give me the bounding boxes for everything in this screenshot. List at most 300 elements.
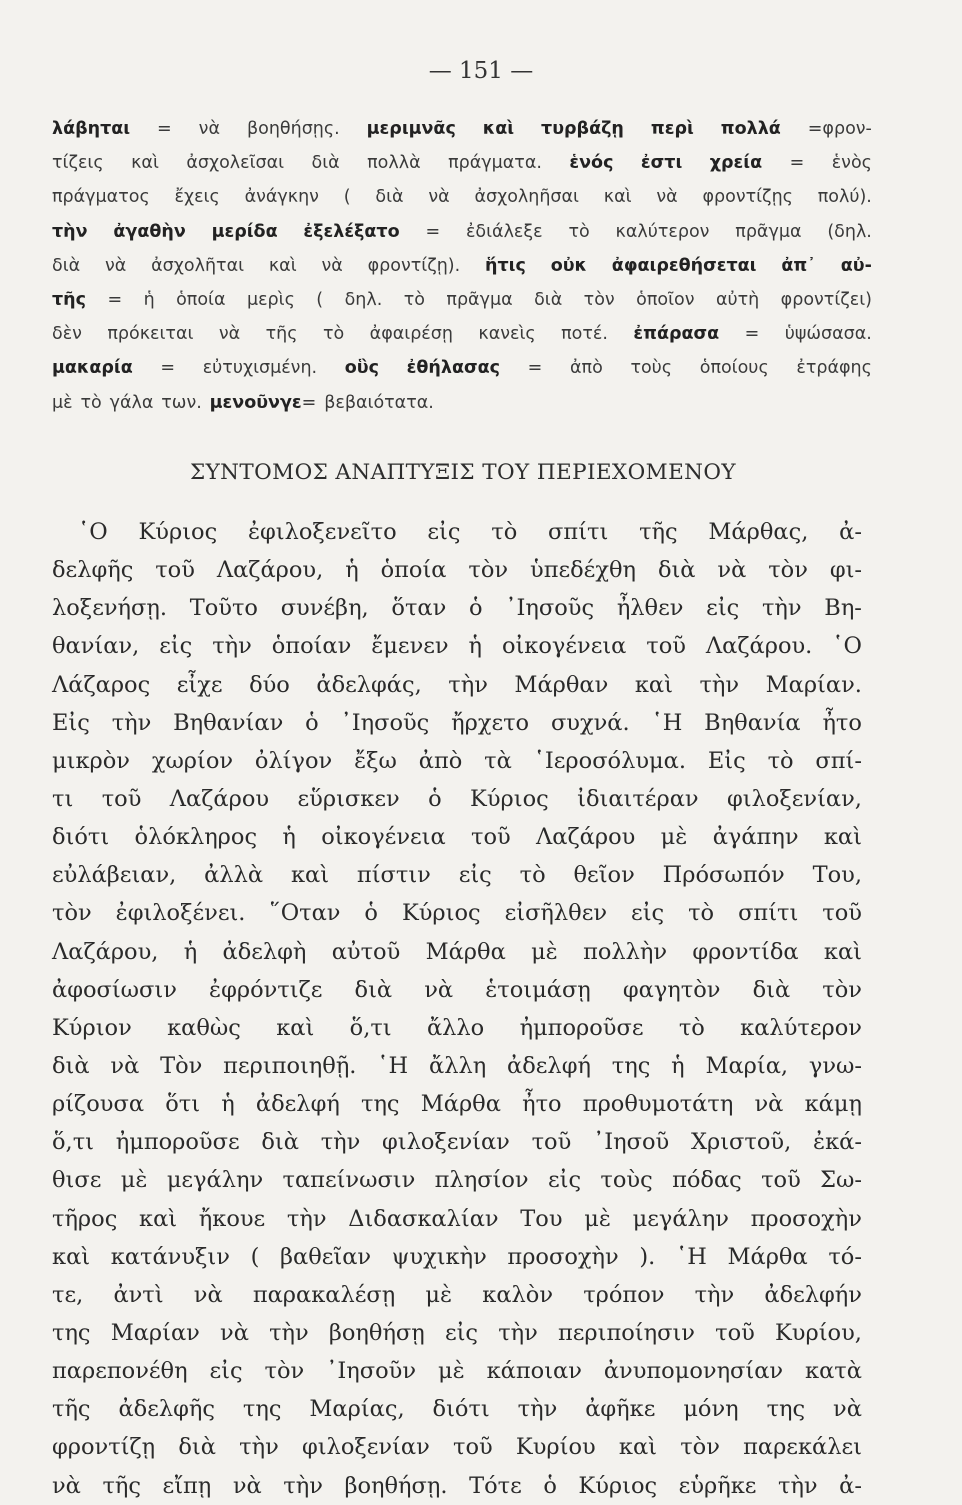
summary-word: τοῦ (101, 785, 142, 812)
summary-word: ἦτο (822, 709, 862, 736)
glossary-word: φροντίζῃς (702, 187, 793, 208)
glossary-word: γάλα (109, 392, 154, 413)
summary-word: ἦτο (522, 1091, 562, 1118)
glossary-word: =φρον- (807, 119, 872, 139)
summary-word: Λαζάρου (536, 824, 636, 851)
summary-word: της (361, 1091, 400, 1118)
summary-word: εἰς (631, 900, 665, 927)
glossary-word: ἀφαιρέσῃ (369, 324, 453, 345)
glossary-word: ἑνὸς (831, 153, 872, 174)
glossary-term: λάβηται (52, 119, 131, 139)
glossary-word: ( (316, 289, 324, 310)
summary-word: ὅ,τι (349, 1014, 392, 1041)
summary-word: τῆρος (52, 1205, 118, 1232)
summary-word: ὅταν (391, 595, 447, 622)
summary-word: ὀλίγον (254, 747, 333, 774)
glossary-line (52, 215, 872, 249)
summary-word: προσοχὴν (750, 1205, 862, 1232)
summary-word: παρεκάλει (743, 1434, 862, 1461)
summary-word: φιλοξενίαν, (727, 785, 862, 812)
summary-word: πλησίον (434, 1167, 529, 1194)
glossary-line (52, 249, 872, 283)
glossary-word: ἀσχολεῖσαι (186, 153, 285, 174)
glossary-term: οὓς (344, 358, 379, 379)
summary-line (52, 704, 862, 742)
summary-word: Κυρίου, (775, 1319, 862, 1346)
summary-word: Εἰς (52, 709, 90, 736)
summary-word: Πρόσωπόν (662, 862, 785, 889)
summary-word: ἀδελφή (255, 1091, 340, 1118)
glossary-word: πρόκειται (107, 324, 194, 345)
summary-word: τῆς (52, 1396, 91, 1423)
summary-line (52, 780, 862, 818)
summary-word: εἰς (444, 1319, 479, 1346)
summary-word: νὰ (110, 1052, 140, 1079)
summary-word: μικρὸν (52, 747, 130, 774)
glossary-word: = (527, 358, 543, 379)
summary-line (52, 1352, 862, 1390)
summary-word: εἰς (427, 519, 461, 545)
summary-word: ἐφιλοξενεῖτο (247, 519, 397, 545)
summary-word: μὲ (425, 1281, 453, 1308)
glossary-line (52, 180, 872, 214)
glossary-word: = (425, 221, 441, 242)
summary-word: ῾Η (675, 1243, 707, 1270)
summary-word: τοῦ (646, 633, 686, 660)
glossary-term: ἐθήλασας (406, 358, 501, 379)
summary-word: τὴν (320, 1129, 361, 1156)
summary-word: τὴν (286, 1205, 327, 1232)
summary-word: ἑτοιμάσῃ (485, 976, 591, 1003)
summary-word: τὴν (761, 595, 802, 622)
summary-word: τὴν (699, 671, 740, 698)
summary-word: νὰ (754, 1091, 784, 1118)
summary-word: ἦλθεν (616, 595, 684, 622)
summary-word: νὰ (424, 976, 454, 1003)
summary-word: προσοχὴν (507, 1243, 619, 1270)
summary-word: οἰκογένεια (321, 824, 446, 851)
glossary-term: ἐπάρασα (633, 324, 720, 345)
summary-word: τοῦ (715, 1319, 755, 1346)
glossary-word: τὸ (403, 289, 425, 310)
summary-word: Χριστοῦ, (690, 1129, 792, 1156)
glossary-word: μὲ (52, 392, 73, 413)
summary-word: Διδασκαλίαν (348, 1205, 499, 1232)
summary-word: ἡ (671, 1052, 685, 1079)
summary-word: τὴν (283, 1472, 323, 1499)
summary-word: Βηθανίαν (173, 709, 284, 736)
glossary-word: καλύτερον (615, 221, 710, 242)
summary-word: ὁποίαν (271, 633, 352, 660)
summary-word: της (766, 1396, 806, 1423)
summary-word: κατάνυξιν (110, 1243, 230, 1270)
summary-word: ρίζουσα (52, 1091, 145, 1118)
glossary-word: τὸ (80, 392, 102, 413)
summary-word: διὰ (354, 976, 393, 1003)
summary-word: ἠμποροῦσε (519, 1014, 644, 1041)
summary-word: τὸ (688, 900, 715, 927)
summary-word: πολλὴν (583, 938, 668, 965)
summary-word: τι (52, 785, 74, 812)
glossary-word: αὐτὴ (715, 289, 760, 310)
glossary-term: πολλά (720, 119, 781, 139)
summary-word: ὁ (543, 1472, 557, 1499)
glossary-term: τὴν (52, 221, 88, 242)
summary-word: εἶχε (176, 671, 223, 698)
summary-word: ἀφοσίωσιν (52, 976, 177, 1003)
glossary-term: ἀφαιρεθήσεται (611, 255, 757, 276)
glossary-word: φροντίζῃ). (367, 255, 461, 276)
summary-word: αὐτοῦ (331, 938, 401, 965)
glossary-word: καὶ (268, 255, 297, 276)
summary-word: εἰς (209, 1358, 243, 1385)
summary-word: ἐφρόντιζε (209, 976, 323, 1003)
glossary-term: ἀπ᾽ (781, 255, 816, 276)
glossary-word: διὰ (52, 255, 81, 276)
glossary-word: μερὶς (246, 289, 295, 310)
summary-word: καθὼς (167, 1014, 241, 1041)
summary-word: φι- (829, 557, 862, 584)
summary-word: Κύριον (52, 1014, 132, 1041)
summary-line (52, 933, 862, 971)
summary-line (52, 894, 862, 932)
summary-word: της (242, 1396, 282, 1423)
summary-word: μὲ (437, 1358, 465, 1385)
summary-word: διὰ (178, 1434, 216, 1461)
glossary-word: βεβαιότατα. (324, 392, 434, 413)
summary-word: θανίαν, (52, 633, 140, 660)
summary-word: ὁ (364, 900, 378, 927)
glossary-word: νὰ (428, 187, 450, 208)
summary-word: τοῦ (453, 1434, 493, 1461)
summary-word: ὁλόκληρος (134, 824, 258, 851)
summary-word: χωρίον (151, 747, 234, 774)
summary-word: ( (250, 1243, 260, 1270)
summary-word: φιλοξενίαν (382, 1129, 510, 1156)
glossary-word: πρᾶγμα (735, 221, 802, 242)
summary-word: Λαζάρου. (705, 633, 813, 660)
glossary-word: πολύ). (817, 187, 872, 208)
summary-word: ἡ (282, 824, 296, 851)
summary-word: ἀδελφῆς (118, 1396, 215, 1423)
summary-word: ἐφιλοξένει. (115, 900, 246, 927)
summary-word: Μάρθαν (514, 671, 609, 698)
glossary-word: ἐτράφης (796, 358, 872, 379)
glossary-word: = (157, 119, 172, 139)
summary-word: ᾿Ιησοῦς (505, 595, 595, 622)
summary-line (52, 971, 862, 1009)
glossary-term: καὶ (482, 119, 515, 139)
summary-line (52, 1276, 862, 1314)
summary-word: διὰ (261, 1129, 299, 1156)
summary-line (52, 1047, 862, 1085)
summary-text (52, 513, 862, 1505)
summary-word: κάμῃ (804, 1091, 862, 1118)
glossary-line (52, 317, 872, 351)
glossary-term: περὶ (650, 119, 694, 139)
glossary-word: κανεὶς (478, 324, 536, 345)
summary-line (52, 818, 862, 856)
summary-word: φιλοξενίαν (301, 1434, 430, 1461)
summary-word: ῞Οταν (269, 900, 341, 927)
summary-word: Μαρία, (705, 1052, 789, 1079)
glossary-word: πρᾶγμα (446, 289, 513, 310)
summary-word: της (611, 1052, 651, 1079)
summary-word: ἠμποροῦσε (115, 1129, 240, 1156)
summary-word: ἐκά- (813, 1129, 862, 1156)
summary-word: ἀδελφάς, (316, 671, 422, 698)
glossary-word: νὰ (198, 119, 220, 139)
summary-line (52, 551, 862, 589)
glossary-term: ἑνός (569, 153, 614, 174)
summary-word: ἡ (221, 1091, 235, 1118)
glossary-word: ( (343, 187, 351, 208)
summary-word: διὰ (52, 1052, 90, 1079)
summary-word: Κύριος (401, 900, 481, 927)
summary-word: καλύτερον (740, 1014, 862, 1041)
summary-word: καὶ (139, 1205, 178, 1232)
glossary-word: τίζεις (52, 153, 104, 174)
glossary-term: ἐστι (640, 153, 683, 174)
summary-word: Κύριος (578, 1472, 658, 1499)
summary-word: Λαζάρου, (52, 938, 159, 965)
summary-word: μὲ (120, 1167, 148, 1194)
summary-word: μὲ (660, 824, 688, 851)
summary-word: Λαζάρου, (216, 557, 324, 584)
summary-word: Μάρθα (420, 1091, 501, 1118)
summary-word: εἰς (159, 633, 193, 660)
summary-line (52, 1467, 862, 1505)
glossary-word: ἔχεις (174, 187, 220, 208)
glossary-term: μερίδα (211, 221, 278, 242)
glossary-word: τῆς (265, 324, 298, 345)
summary-word: τὸ (519, 862, 546, 889)
glossary-word: τὸ (568, 221, 590, 242)
summary-word: ᾿Ιησοῦ (593, 1129, 670, 1156)
summary-word: Τὸν (160, 1052, 203, 1079)
summary-word: νὰ (52, 1472, 81, 1499)
summary-word: τὴν (239, 1434, 279, 1461)
glossary-word: των. (161, 392, 202, 413)
summary-word: τὸ (678, 1014, 705, 1041)
summary-word: Τότε (469, 1472, 522, 1499)
summary-word: τὸν (768, 557, 808, 584)
summary-word: ἄλλη (429, 1052, 487, 1079)
summary-word: ὁ (469, 595, 483, 622)
summary-word: Σω- (820, 1167, 862, 1194)
glossary-word: ἐδιάλεξε (465, 221, 543, 242)
summary-word: τῆς (102, 1472, 141, 1499)
summary-word: ὑπεδέχθη (530, 557, 637, 584)
summary-word: ἤκουε (198, 1205, 266, 1232)
summary-word: Λάζαρος (52, 671, 151, 698)
summary-word: εὑρῆκε (678, 1472, 757, 1499)
summary-word: τὸν (264, 1358, 305, 1385)
summary-word: Κύριος (470, 785, 549, 812)
summary-word: Βη- (824, 595, 862, 622)
summary-word: τὴν (111, 709, 152, 736)
summary-word: Κύριος (138, 519, 218, 545)
summary-word: τὸν (52, 900, 92, 927)
glossary-word: διὰ (375, 187, 404, 208)
summary-word: γνω- (808, 1052, 862, 1079)
glossary-word: ὑψώσασα. (784, 324, 872, 345)
summary-word: τρόπον (583, 1281, 665, 1308)
glossary-word: εὐτυχισμένη. (202, 358, 318, 379)
summary-word: μόνη (683, 1396, 739, 1423)
summary-word: ἔξω (354, 747, 397, 774)
summary-word: ἀφῆκε (585, 1396, 656, 1423)
summary-word: ῾Ο (78, 519, 108, 545)
summary-word: ὁ (305, 709, 319, 736)
glossary-word: ποτέ. (561, 324, 608, 345)
summary-word: Μάρθα (425, 938, 506, 965)
summary-word: Του (520, 1205, 563, 1232)
summary-word: ἔμενεν (371, 633, 449, 660)
summary-word: φαγητὸν (622, 976, 721, 1003)
glossary-term: ἀγαθὴν (113, 221, 186, 242)
summary-line (52, 1314, 862, 1352)
summary-word: βοηθήσῃ. (344, 1472, 448, 1499)
summary-word: δύο (249, 671, 290, 698)
glossary-word: = (160, 358, 176, 379)
summary-word: πόδας (672, 1167, 742, 1194)
glossary-term: ἥτις (485, 255, 526, 276)
summary-word: τὴν (448, 671, 488, 698)
summary-word: τὸν (822, 976, 862, 1003)
summary-line (52, 1238, 862, 1276)
summary-word: τῆς (639, 519, 678, 545)
summary-word: ἡ (345, 557, 359, 584)
summary-word: ὁ (428, 785, 442, 812)
glossary-line (52, 351, 872, 385)
glossary-word: ἀσχολῆται (151, 255, 245, 276)
glossary-word: πράγματα. (448, 153, 542, 174)
summary-word: εἰσῆλθεν (504, 900, 608, 927)
summary-word: βοηθήσῃ (328, 1319, 425, 1346)
summary-word: εἰς (547, 1167, 582, 1194)
glossary-notes (52, 112, 872, 420)
summary-word: ἀπὸ (418, 747, 463, 774)
summary-word: Μαρίαν. (765, 671, 862, 698)
glossary-word: = (744, 324, 760, 345)
glossary-word: νὰ (218, 324, 241, 345)
summary-word: κάποιαν (486, 1358, 582, 1385)
summary-word: τοὺς (600, 1167, 653, 1194)
summary-word: τοῦ (471, 824, 511, 851)
glossary-term: μεριμνᾶς (366, 119, 456, 139)
summary-word: Βηθανία (704, 709, 801, 736)
summary-word: εὐλάβειαν, (52, 862, 177, 889)
summary-word: πίστιν (356, 862, 431, 889)
summary-word: οἰκογένεια (501, 633, 627, 660)
glossary-word: ὁποίους (699, 358, 769, 379)
glossary-word: νὰ (656, 187, 678, 208)
summary-word: Του, (812, 862, 862, 889)
summary-line (52, 666, 862, 704)
summary-word: Εἰς (707, 747, 746, 774)
glossary-word: ἡ (143, 289, 155, 310)
summary-word: εἰς (706, 595, 740, 622)
glossary-line (52, 112, 872, 146)
summary-line (52, 856, 862, 894)
summary-word: ἀ- (839, 519, 862, 545)
summary-word: τὴν (498, 1319, 538, 1346)
glossary-line (52, 283, 872, 317)
summary-word: μὲ (584, 1205, 611, 1232)
glossary-word: ἀνάγκην (244, 187, 319, 208)
summary-word: τὸν (680, 1434, 720, 1461)
summary-word: τε, (52, 1281, 84, 1308)
summary-line (52, 1085, 862, 1123)
summary-word: σπί- (815, 747, 862, 774)
glossary-word: νὰ (321, 255, 343, 276)
summary-word: εἰς (458, 862, 492, 889)
summary-word: Μάρθα (727, 1243, 808, 1270)
glossary-word: τὸν (583, 289, 615, 310)
summary-word: διότι (432, 1396, 490, 1423)
summary-word: τοῦ (155, 557, 195, 584)
glossary-word: διὰ (311, 153, 340, 174)
summary-word: σπίτι (548, 519, 609, 545)
summary-word: της (52, 1319, 91, 1346)
summary-word: καὶ (618, 1434, 657, 1461)
glossary-word: (δηλ. (827, 221, 872, 242)
summary-line (52, 1200, 862, 1238)
summary-word: ῾Η (377, 1052, 409, 1079)
summary-word: ᾿Ιησοῦν (326, 1358, 417, 1385)
glossary-term: μακαρία (52, 358, 133, 379)
summary-word: τὴν (517, 1396, 558, 1423)
glossary-word: καὶ (603, 187, 632, 208)
summary-word: τὸ (491, 519, 518, 545)
glossary-term: αὐ- (840, 255, 872, 276)
summary-word: τὴν (212, 633, 252, 660)
summary-line (52, 1123, 862, 1161)
summary-word: νὰ (717, 557, 747, 584)
summary-word: Λαζάρου (169, 785, 270, 812)
glossary-word: φροντίζει) (780, 289, 872, 310)
summary-word: μεγάλην (632, 1205, 729, 1232)
glossary-line (52, 146, 872, 180)
summary-word: ἡ (468, 633, 483, 660)
summary-word: διὰ (752, 976, 791, 1003)
glossary-word: βοηθήσῃς. (246, 119, 340, 139)
summary-word: Μαρίαν (110, 1319, 200, 1346)
summary-word: βαθεῖαν (280, 1243, 372, 1270)
summary-word: δελφῆς (52, 557, 134, 584)
summary-word: τό- (828, 1243, 862, 1270)
summary-line (52, 1161, 862, 1199)
summary-word: τοῦ (822, 900, 862, 927)
summary-word: ὅτι (165, 1091, 201, 1118)
summary-word: νὰ (833, 1396, 862, 1423)
summary-word: ἀδελφή (507, 1052, 591, 1079)
summary-word: καὶ (823, 938, 862, 965)
summary-word: ῾Ιεροσόλυμα. (533, 747, 687, 774)
summary-word: ἰδιαιτέραν (577, 785, 699, 812)
summary-word: φροντίζῃ (52, 1434, 156, 1461)
glossary-term: μενοῦνγε (209, 392, 302, 413)
glossary-word: = (789, 153, 805, 174)
glossary-word: τὸ (322, 324, 345, 345)
summary-word: μεγάλην (166, 1167, 264, 1194)
summary-word: καὶ (823, 824, 862, 851)
glossary-term: ἐξελέξατο (303, 221, 400, 242)
summary-word: παρακαλέσῃ (252, 1281, 396, 1308)
summary-line (52, 513, 862, 551)
summary-word: ῾Η (651, 709, 683, 736)
